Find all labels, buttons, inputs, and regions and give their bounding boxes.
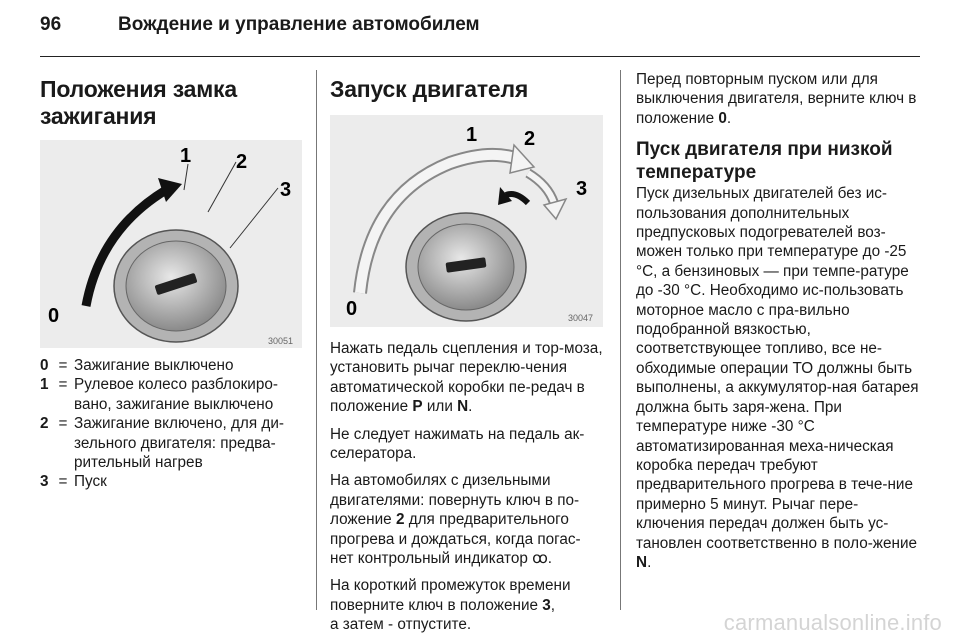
legend-eq: = (58, 357, 68, 374)
column-divider (316, 70, 317, 610)
column-ignition-positions (40, 64, 302, 492)
text-run: Перед повторным пуском или для выключения двигателя, верните ключ в положение (636, 71, 917, 127)
text-run: . (547, 550, 552, 568)
legend-item (40, 414, 302, 472)
page-header (40, 14, 480, 36)
position-label-0: 0 (346, 298, 358, 320)
text-run: Пуск дизельных двигателей без ис-пользования дополнительных предпусковых подогревателей воз-можен только при температуре до -25 °C, а бензиновых — при темпе-ратуре до -30 °C. Необходимо ис-пользовать моторное масло с пра-вильно подобранной вязкостью, соответствующее топливо, все не-обходимые операции ТО должны быть выполнены, а аккумулятор-ная батарея должна быть заря-жена. При температуре ниже -30 °C автоматизированная меха-ническая коробка передач требуют предварительного прогрева в тече-ние примерно 5 минут. Рычаг пере-ключения передач должен быть ус-тановлен соответственно в поло-жение (636, 185, 919, 552)
subsection-heading: Пуск двигателя при низкой температуре (636, 139, 893, 184)
position-label-1: 1 (180, 145, 192, 167)
position-ref: 0 (718, 109, 727, 127)
column-divider (620, 70, 621, 610)
text-run: На автомобилях с дизельными двигателями: повернуть ключ в по-ложение (330, 472, 580, 529)
text-run: Нажать педаль сцепления и тор-моза, установить рычаг переклю-чения автоматической коробки пе-редач в положение (330, 340, 603, 416)
engine-start-figure (330, 115, 603, 327)
paragraph (330, 339, 603, 417)
legend-item (40, 472, 302, 491)
position-ref: 3 (542, 596, 551, 614)
legend-text: Пуск (74, 473, 107, 491)
page-number: 96 (40, 14, 62, 35)
figure-code: 30051 (268, 336, 294, 346)
legend-item (40, 375, 302, 414)
legend-key: 1 (40, 376, 49, 394)
text-run: . (647, 553, 652, 571)
header-rule (40, 56, 920, 57)
legend-list (40, 356, 302, 492)
figure-code: 30047 (568, 313, 594, 323)
text-run: для предварительного прогрева и дождаться, когда погас-нет контрольный индикатор (330, 511, 581, 568)
text-run: . (468, 398, 473, 416)
ignition-figure (40, 140, 302, 348)
position-label-3: 3 (280, 179, 292, 201)
body-text (330, 339, 603, 635)
position-label-1: 1 (466, 124, 478, 146)
text-run: или (422, 398, 458, 416)
position-label-2: 2 (236, 151, 248, 173)
text-run: , а затем - отпустите. (330, 596, 556, 634)
legend-text: Зажигание выключено (74, 357, 234, 374)
watermark: carmanualsonline.info (723, 610, 942, 635)
paragraph (330, 471, 603, 568)
paragraph (636, 184, 920, 572)
position-ref: 2 (395, 511, 405, 529)
legend-eq: = (58, 473, 68, 491)
legend-key: 0 (40, 357, 49, 374)
legend-text: Зажигание включено, для ди-зельного двигателя: предва-рительный нагрев (74, 415, 284, 472)
paragraph: Не следует нажимать на педаль ак-селератора. (330, 425, 585, 463)
legend-text: Рулевое колесо разблокиро-вано, зажигание выключено (74, 376, 278, 413)
gear-n: N (636, 553, 648, 571)
section-heading: Положения замка зажигания (40, 76, 237, 129)
legend-eq: = (58, 415, 68, 433)
section-heading: Запуск двигателя (330, 76, 529, 102)
position-label-3: 3 (576, 178, 588, 200)
glow-plug-icon: ꝏ (532, 550, 548, 568)
paragraph (330, 576, 603, 634)
position-label-2: 2 (524, 128, 536, 150)
column-engine-start (330, 64, 603, 643)
column-cold-start (636, 64, 920, 580)
legend-key: 3 (40, 473, 49, 491)
legend-key: 2 (40, 415, 49, 433)
gear-n: N (457, 398, 469, 416)
position-label-0: 0 (48, 305, 60, 327)
legend-eq: = (58, 376, 68, 394)
gear-p: P (412, 398, 423, 416)
legend-item (40, 356, 302, 375)
chapter-title: Вождение и управление автомобилем (118, 14, 480, 35)
text-run: . (726, 109, 732, 127)
text-run: На короткий промежуток времени поверните ключ в положение (330, 577, 571, 614)
paragraph (636, 70, 920, 128)
